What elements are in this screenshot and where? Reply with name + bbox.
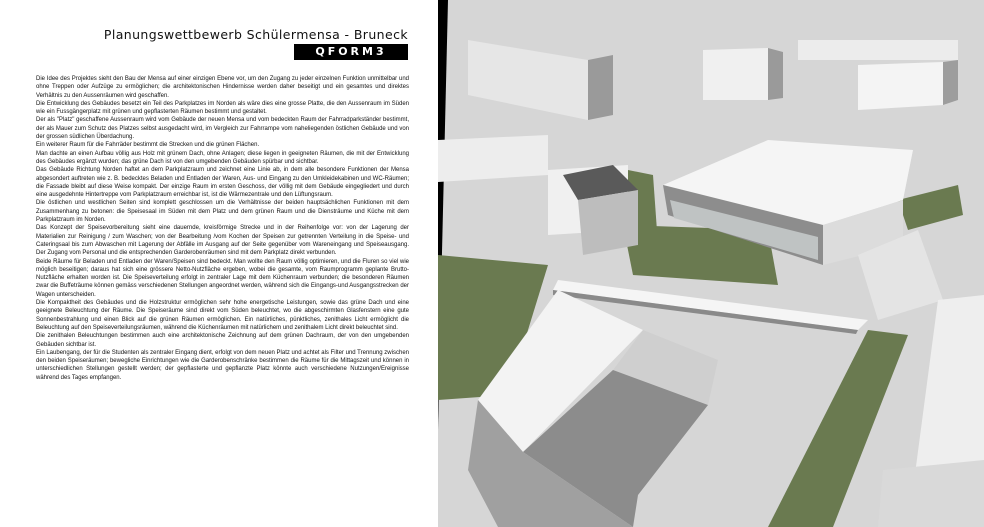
site-model-render [438,0,984,527]
paragraph: Das Konzept der Speisevorbereitung sieht eine dauernde, kreisförmige Strecke und in der Reihenfolge vor: von der Lagerung der Materialien zur Reinigung / zum Waschen; von der Bearbeitung /vom Kochen der Speisen zur getrennten Verteilung in die Speise- und Cateringsaal bis zum Abwaschen mit Lagerung der Abfälle im Ausgang auf der Seite gegenüber vom Wareneingang und Speiseausgang. Der Zugang vom Personal und die entsprechenden Garderobenräumen sind mit dem Parkplatz direkt verbunden. [36,225,409,257]
building-block [943,60,958,105]
text-panel [0,0,438,527]
project-badge: QFORM3 [294,44,408,60]
paragraph: Das Gebäude Richtung Norden haftet an dem Parkplatzraum und zeichnet eine Linie ab, in dem alle besondere Funktionen der Mensa abgesondert auftreten wie z. B. bedecktes Beladen und Entladen der Waren, Aus- und Eingang zu den Umkleidekabinen und WC-Räumen; die Fassade bleibt auf diese Weise kompakt. Der einzige Raum im ersten Geschoss, der völlig mit dem Gebäude eingegliedert und durch eine ausgedehnte Hintertreppe vom Parkplatzraum erreichbar ist, ist die Wärmezentrale und den Lüftungsraum. [36,167,409,199]
building-block [798,40,958,60]
paragraph: Die Kompaktheit des Gebäudes und die Holzstruktur ermöglichen sehr hohe energetische Leistungen, sowie das grüne Dach und eine geeignete Beleuchtung der Räume. Die Speiseräume sind direkt vom Süden beleuchtet, wo die abgeschirmten Glasfenstern eine gute Sonnenbestrahlung und einen Blick auf die grünen Räumen ermöglichen. Ein natürliches, pünktliches, zenithales Licht ermöglicht die Beleuchtung auf den Speiseverteilungsräumen, während die Küchenräumen mit natürlichem und zenithalem Licht direkt beleuchtet sind. [36,300,409,331]
page-title: Planungswettbewerb Schülermensa - Bruneck [103,27,408,42]
building-block [768,48,783,100]
paragraph: Die östlichen und westlichen Seiten sind komplett geschlossen um die Verhältnisse der beiden hauptsächlichen Funktionen mit dem Zusammenhang zu betonen: die Speisesaal im Süden mit dem Platz und dem grünen Raum und die Diensträume und Küche mit dem Parkplatzraum im Norden. [36,200,409,224]
paragraph: Ein Laubengang, der für die Studenten als zentraler Eingang dient, erfolgt von dem neuen Platz und achtet als Filter und Trennung zwischen den beiden Speiseräumen; bewegliche Einrichtungen wie die Garderobenschränke bestimmen die Räume für die Mittagszeit und können in unterschiedlichen Stellungen gestellt werden; der gepflasterte und gepflanzte Platz könnte auch verschiedene Nutzungen/Ereignisse während des Tages empfangen. [36,349,409,381]
paragraph: Die zenithalen Beleuchtungen bestimmen auch eine architektonische Zeichnung auf dem grünen Dachraum, der von den umgebenden Gebäuden sichtbar ist. [36,333,409,348]
site-rendering [438,0,984,527]
building-block [858,62,943,110]
building-block [438,135,548,182]
project-description [36,75,409,382]
building-block [878,460,984,527]
paragraph: Ein weiterer Raum für die Fahrräder bestimmt die Strecken und die grünen Flächen. [36,142,260,149]
building-block [588,55,613,120]
paragraph: Der als "Platz" geschaffene Aussenraum wird vom Gebäude der neuen Mensa und vom bedeckten Raum der Fahrradparkständer bestimmt, der als Mauer zum Schutz des Platzes selbst ausgedacht wird, im Vergleich zur Fahrrampe vom naheliegenden östlichen Gebäude und von der grossen südlichen Überdachung. [36,117,409,141]
paragraph: Die Entwicklung des Gebäudes besetzt ein Teil des Parkplatzes im Norden als wäre dies eine grosse Platte, die den Aussenraum im Süden wie ein Fussgängerplatz mit grünen und gepflasterten Räumen bestimmt und gestaltet. [36,100,409,116]
building-block [578,190,638,255]
paragraph: Beide Räume für Beladen und Entladen der Waren/Speisen sind bedeckt. Man wollte den Raum völlig optimieren, und die Fluren so viel wie möglich beseitigen; daraus hat sich eine grössere Netto-Nutzfläche ergeben, wobei die gesamte, vom Raumprogramm geplante Brutto-Nutzfläche erhalten worden ist. Die Speiseverteilung erfolgt in zentraler Lage mit dem Küchenraum verbunden; die besonderen Räumen zwar die Buffeträume können gemäss verschiedenen Stellungen angeordnet werden, während sich die Eingangs-und Ausgangsstrecken der Wagen unterscheiden. [36,258,409,298]
paragraph: Man dachte an einen Aufbau völlig aus Holz mit grünem Dach, ohne Anlagen; diese liegen in geeigneten Räumen, die mit der Entwicklung des Gebäudes ergänzt wurden; das grüne Dach ist von den umgebenden Gebäuden spürbar und sichtbar. [36,150,409,165]
building-block [703,48,768,100]
paragraph: Die Idee des Projektes sieht den Bau der Mensa auf einer einzigen Ebene vor, um den Zugang zu jeder einzelnen Funktion unmittelbar und ohne Treppen oder Aufzüge zu ermöglichen; die architektonischen Hindernisse werden daher beseitigt und ein gesamtes und direktes Verhältnis zu den Aussenräumen wird geschaffen. [36,76,409,99]
